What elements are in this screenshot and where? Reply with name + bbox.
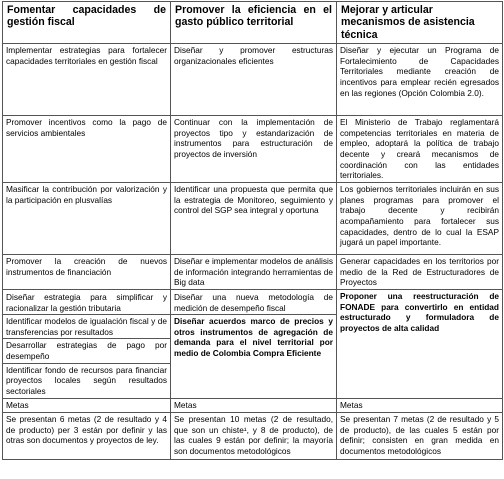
table-cell: Proponer una reestructuración de FONADE para convertirlo en entidad estructurado y formuladora de proyectos de alta calidad: [337, 290, 503, 399]
header-cell: Promover la eficiencia en el gasto público territorial: [171, 2, 337, 44]
table-row: [3, 183, 503, 255]
table-row: [3, 44, 503, 116]
header-row: [3, 2, 503, 44]
metas-label: Metas: [337, 399, 503, 413]
header-cell: Mejorar y articular mecanismos de asistencia técnica: [337, 2, 503, 44]
table-row: [3, 255, 503, 290]
table-cell: Masificar la contribución por valorización y la participación en plusvalías: [3, 183, 171, 255]
metas-cell: Se presentan 6 metas (2 de resultado y 4 de producto) per 3 están por definir y las otras son documentos y proyectos de ley.: [3, 412, 171, 459]
sub-item: Diseñar acuerdos marco de precios y otros instrumentos de agregación de demanda para el nivel territorial por medio de Colombia Compra Eficiente: [174, 316, 333, 358]
metas-label-row: [3, 399, 503, 413]
table-cell: [3, 290, 171, 399]
metas-label: Metas: [3, 399, 171, 413]
sub-item: Desarrollar estrategias de pago por desempeño: [3, 339, 170, 363]
metas-label: Metas: [171, 399, 337, 413]
table-cell: Identificar una propuesta que permita que la estrategia de Monitoreo, seguimiento y control del SGP sea integral y oportuna: [171, 183, 337, 255]
table-cell: Diseñar e implementar modelos de análisis de información integrando herramientas de Big data: [171, 255, 337, 290]
header-cell: Fomentar capacidades de gestión fiscal: [3, 2, 171, 44]
metas-row: [3, 412, 503, 459]
sub-item: Diseñar una nueva metodología de medición de desempeño fiscal: [171, 291, 336, 315]
table-row: [3, 116, 503, 183]
table-row: [3, 290, 503, 399]
sub-item: Identificar modelos de igualación fiscal y de transferencias por resultados: [3, 315, 170, 339]
table-cell: Continuar con la implementación de proyectos tipo y estandarización de instrumentos para estructuración de proyectos de inversión: [171, 116, 337, 183]
table-cell: Diseñar y ejecutar un Programa de Fortalecimiento de Capacidades Territoriales mediante creación de incentivos para emplear recién egresados en las regiones (Opción Colombia 2.0).: [337, 44, 503, 116]
policy-table: [2, 1, 503, 460]
metas-cell: Se presentan 7 metas (2 de resultado y 5 de producto), de las cuales 5 están por definir; consisten en gran medida en documentos metodológicos: [337, 412, 503, 459]
table-cell: [171, 290, 337, 399]
table-cell: Implementar estrategias para fortalecer capacidades territoriales en gestión fiscal: [3, 44, 171, 116]
table-cell: Promover la creación de nuevos instrumentos de financiación: [3, 255, 171, 290]
sub-item: Identificar fondo de recursos para financiar proyectos locales según resultados sectoriales: [6, 364, 167, 396]
metas-cell: Se presentan 10 metas (2 de resultado, que son un chiste¹, y 8 de producto), de las cuales 9 están por definir; la mayoría son documentos metodológicos: [171, 412, 337, 459]
table-cell: Generar capacidades en los territorios por medio de la Red de Estructuradores de Proyectos: [337, 255, 503, 290]
table-cell: Los gobiernos territoriales incluirán en sus planes programas para promover el trabajo decente y recibirán acompañamiento para fortalecer sus capacidades, dentro de lo cual la ESAP jugará un papel importante.: [337, 183, 503, 255]
sub-item: Diseñar estrategia para simplificar y racionalizar la gestión tributaria: [3, 291, 170, 315]
table-cell: Diseñar y promover estructuras organizacionales eficientes: [171, 44, 337, 116]
table-cell: Promover incentivos como la pago de servicios ambientales: [3, 116, 171, 183]
table-cell: El Ministerio de Trabajo reglamentará competencias territoriales en materia de empleo, adoptará la política de trabajo decente y creará mecanismos de coordinación con las entidades territoriales.: [337, 116, 503, 183]
